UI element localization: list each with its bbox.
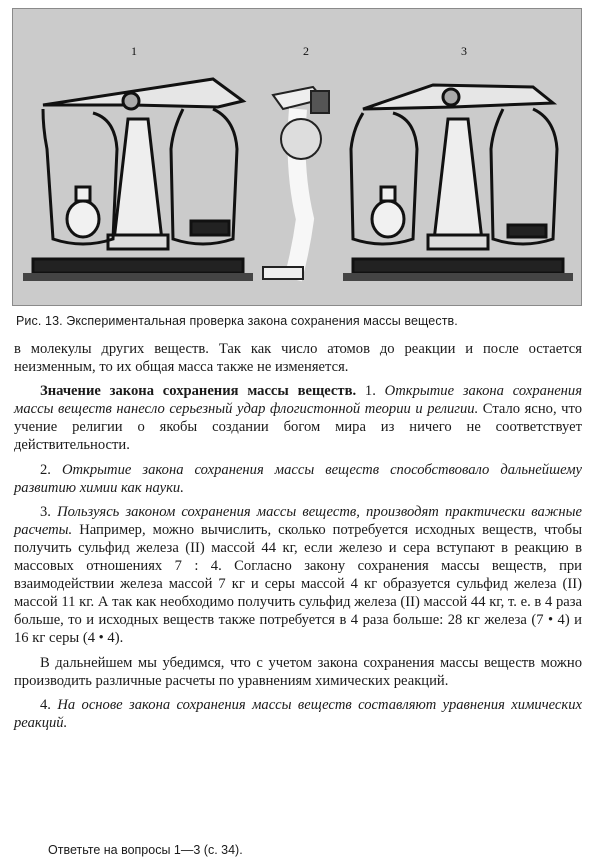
label-1: 1 xyxy=(131,44,137,58)
item-number: 4. xyxy=(40,696,58,713)
item-italic: Пользуясь законом сохранения массы веществ, производят практически важные расчеты. xyxy=(14,503,582,538)
experiment-figure xyxy=(12,8,582,306)
figure-caption: Рис. 13. Экспериментальная проверка закона сохранения массы веществ. xyxy=(16,314,458,328)
item-number: 1. xyxy=(356,383,385,400)
paragraph-further: В дальнейшем мы убедимся, что с учетом закона сохранения массы веществ можно производить различные расчеты по уравнениям химических реакций. xyxy=(14,654,582,689)
paragraph-continued: в молекулы других веществ. Так как число атомов до реакции и после остается неизменным, то их общая масса также не изменяется. xyxy=(14,341,582,376)
section-heading: Значение закона сохранения массы веществ. xyxy=(40,383,357,400)
body-text xyxy=(14,340,582,732)
item-number: 3. xyxy=(40,503,58,520)
paragraph-item-2 xyxy=(14,461,582,497)
paragraph-item-4 xyxy=(14,696,582,732)
item-italic: Открытие закона сохранения массы веществ способствовало дальнейшему развитию химии как науки. xyxy=(14,461,582,496)
item-number: 2. xyxy=(40,461,62,478)
paragraph-item-3 xyxy=(14,503,582,648)
item-italic: Открытие закона сохранения массы веществ нанесло серьезный удар флогистонной теории и религии. xyxy=(14,383,582,418)
item-text: Например, можно вычислить, сколько потребуется исходных веществ, чтобы получить сульфид железа (II) массой 44 кг, если железо и сера вступают в реакцию в массовых отношениях 7 : 4. Согласно закону сохранения массы веществ, при взаимодействии железа массой 7 кг и серы массой 4 кг образуется сульфид железа (II) массой 11 кг. А так как необходимо получить сульфид железа (II) массой 44 кг, т. е. в 4 раза больше, то и исходных веществ также потребуется в 4 раза больше: 28 кг железа (7 • 4) и 16 кг серы (4 • 4). xyxy=(14,521,582,647)
paragraph-significance xyxy=(14,382,582,454)
questions-note: Ответьте на вопросы 1—3 (с. 34). xyxy=(48,843,243,857)
item-italic: На основе закона сохранения массы веществ составляют уравнения химических реакций. xyxy=(14,696,583,731)
item-text: Стало ясно, что учение религии о якобы создании богом мира из ничего не соответствует действительности. xyxy=(14,401,582,454)
label-3: 3 xyxy=(461,44,467,58)
label-2: 2 xyxy=(303,44,309,58)
